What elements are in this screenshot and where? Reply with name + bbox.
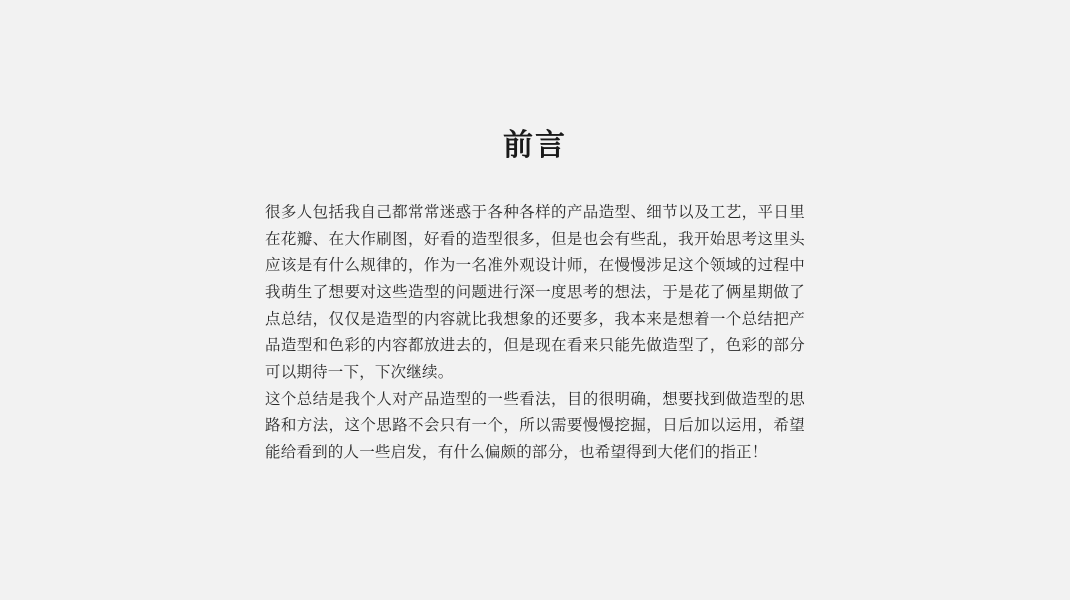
paragraph-2: 这个总结是我个人对产品造型的一些看法，目的很明确，想要找到做造型的思路和方法，这个思路不会只有一个，所以需要慢慢挖掘，日后加以运用，希望能给看到的人一些启发，有什么偏颇的部分，也希望得到大佬们的指正！ [265, 390, 805, 461]
document-content [265, 128, 805, 467]
paragraph-1: 很多人包括我自己都常常迷惑于各种各样的产品造型、细节以及工艺，平日里在花瓣、在大作刷图，好看的造型很多，但是也会有些乱，我开始思考这里头应该是有什么规律的，作为一名准外观设计师，在慢慢涉足这个领域的过程中我萌生了想要对这些造型的问题进行深一度思考的想法，于是花了俩星期做了点总结，仅仅是造型的内容就比我想象的还要多，我本来是想着一个总结把产品造型和色彩的内容都放进去的，但是现在看来只能先做造型了，色彩的部分可以期待一下，下次继续。 [265, 204, 805, 381]
document-body [265, 200, 805, 467]
page-title: 前言 [503, 129, 567, 162]
